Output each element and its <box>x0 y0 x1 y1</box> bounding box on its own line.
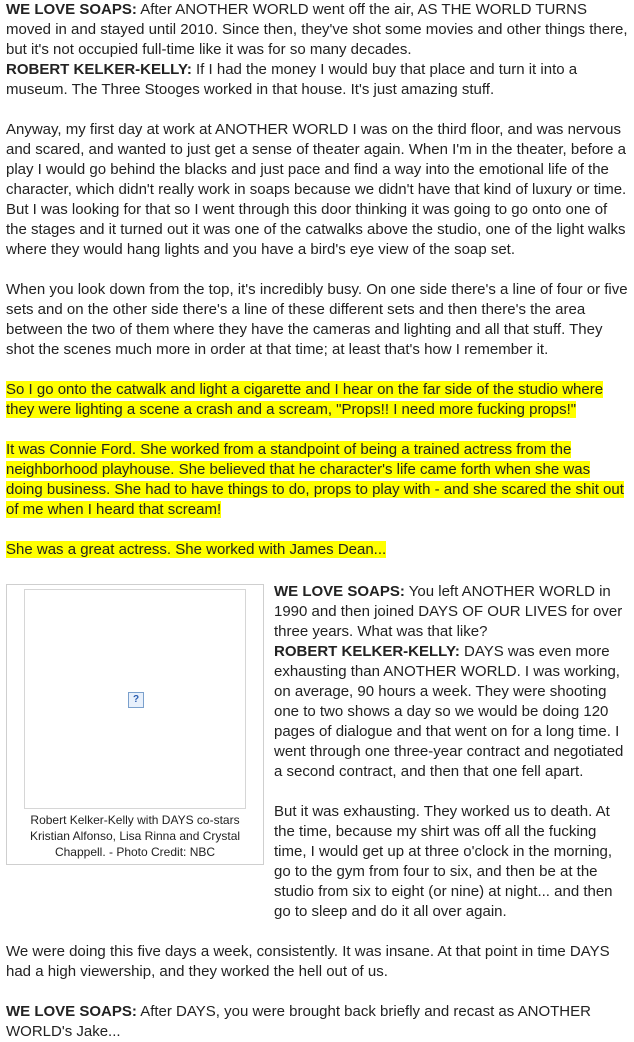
highlighted-paragraph-6 <box>6 440 628 520</box>
interview-paragraph-3: Anyway, my first day at work at ANOTHER WORLD I was on the third floor, and was nervous and scared, and wanted to just get a sense of theater again. When I'm in the theater, before a play I would go behind the blacks and just pace and find a way into the emotional life of the character, which didn't really work in soaps because we didn't have that kind of luxury or time. But I was looking for that so I went through this door thinking it was going to go onto one of the stages and it turned out it was one of the catwalks above the studio, one of the light walks where they would hang lights and you have a bird's eye view of the soap set. <box>6 121 627 258</box>
highlighted-paragraph-5 <box>6 380 628 420</box>
side-paragraph-2 <box>274 642 628 782</box>
paragraph-text: After DAYS, you were brought back briefly and recast as ANOTHER WORLD's Jake... <box>6 1003 591 1040</box>
interview-paragraph-4: When you look down from the top, it's incredibly busy. On one side there's a line of four or five sets and on the other side there's a line of these different sets and then there's the area between the two of them where they have the cameras and lighting and all that stuff. They shot the scenes much more in order at that time; at least that's how I remember it. <box>6 281 628 358</box>
side-text <box>274 580 628 942</box>
speaker-label: WE LOVE SOAPS: <box>274 583 405 600</box>
figure-row <box>6 580 628 942</box>
interview-paragraph-2 <box>6 60 628 100</box>
paragraph-text: If I had the money I would buy that place and turn it into a museum. The Three Stooges worked in that house. It's just amazing stuff. <box>6 61 578 98</box>
highlighted-text: It was Connie Ford. She worked from a standpoint of being a trained actress from the neighborhood playhouse. She believed that he character's life came forth when she was doing business. She had to have things to do, props to play with - and she scared the shit out of me when I heard that scream! <box>6 441 624 518</box>
speaker-label: WE LOVE SOAPS: <box>6 1 137 18</box>
speaker-label: WE LOVE SOAPS: <box>6 1003 137 1020</box>
highlighted-text: So I go onto the catwalk and light a cigarette and I hear on the far side of the studio where they were lighting a scene a crash and a scream, "Props!! I need more fucking props!" <box>6 381 604 418</box>
speaker-label: ROBERT KELKER-KELLY: <box>6 61 192 78</box>
interview-paragraph-9 <box>6 1002 628 1042</box>
interview-paragraph-1 <box>6 0 628 60</box>
paragraph-text: DAYS was even more exhausting than ANOTHER WORLD. I was working, on average, 90 hours a week. They were shooting one to two shows a day so we would be doing 120 pages of dialogue and that went on for a long time. I went through one three-year contract and negotiated a second contract, and then that one fell apart. <box>274 643 624 780</box>
paragraph-text: After ANOTHER WORLD went off the air, AS THE WORLD TURNS moved in and stayed until 2010. Since then, they've shot some movies and other things there, but it's not occupied full-time like it was for so many decades. <box>6 1 628 58</box>
highlighted-text: She was a great actress. She worked with James Dean... <box>6 541 387 558</box>
photo-caption: Robert Kelker-Kelly with DAYS co-stars Kristian Alfonso, Lisa Rinna and Crystal Chappell. - Photo Credit: NBC <box>29 813 241 859</box>
photo-figure <box>6 584 264 865</box>
broken-image-icon: ? <box>128 692 144 708</box>
side-paragraph-3: But it was exhausting. They worked us to death. At the time, because my shirt was off all the fucking time, I would get up at three o'clock in the morning, go to the gym from four to six, and then be at the studio from six to eight (or nine) at night... and then go to sleep and do it all over again. <box>274 803 613 920</box>
interview-paragraph-8: We were doing this five days a week, consistently. It was insane. At that point in time DAYS had a high viewership, and they worked the hell out of us. <box>6 943 610 980</box>
speaker-label: ROBERT KELKER-KELLY: <box>274 643 460 660</box>
highlighted-paragraph-7 <box>6 540 628 560</box>
photo-placeholder[interactable] <box>24 589 246 809</box>
side-paragraph-1 <box>274 582 628 642</box>
paragraph-text: You left ANOTHER WORLD in 1990 and then joined DAYS OF OUR LIVES for over three years. What was that like? <box>274 583 623 640</box>
